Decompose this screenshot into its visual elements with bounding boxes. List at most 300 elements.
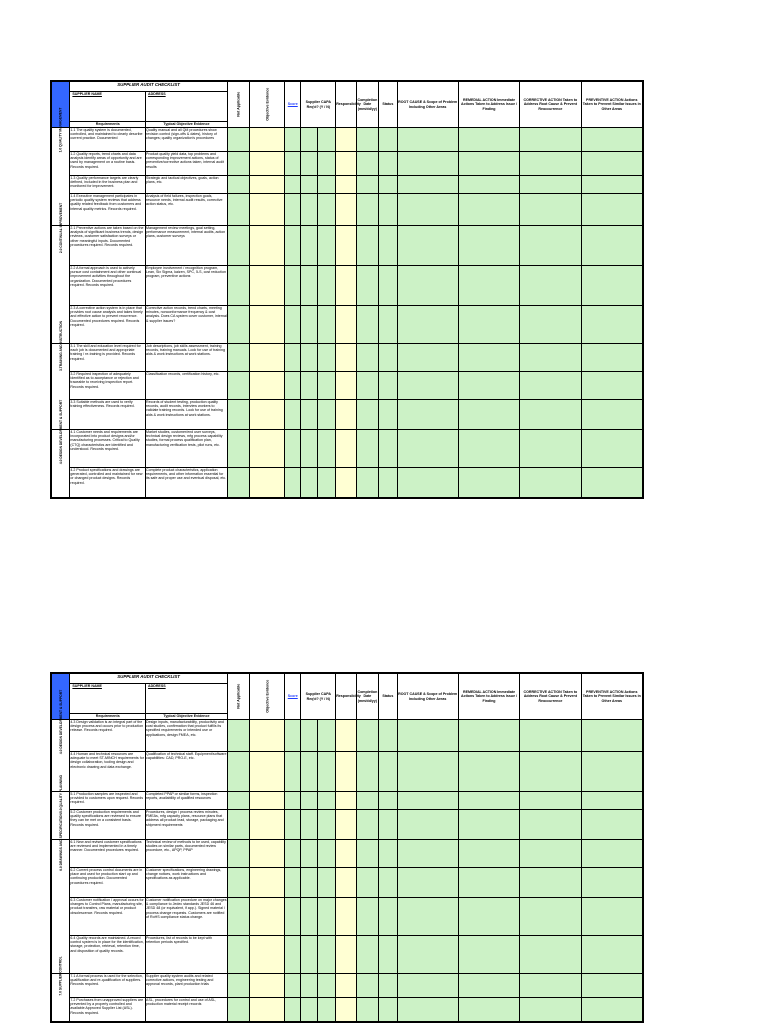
corrective-action-cell[interactable] — [520, 868, 581, 898]
corrective-action-cell[interactable] — [520, 400, 581, 430]
status-cell[interactable] — [379, 226, 397, 266]
objective-evidence-cell[interactable] — [250, 898, 285, 936]
objective-evidence-cell[interactable] — [250, 720, 285, 752]
objective-evidence-cell[interactable] — [250, 936, 285, 974]
typical-evidence-text: Job descriptions, job skills assessment, training records, training manuals. Look for use of training aids & work instructions at work stations. — [146, 344, 228, 372]
remedial-action-cell[interactable] — [458, 998, 519, 1022]
not-applicable-cell[interactable] — [227, 128, 249, 152]
score-header[interactable]: Score — [285, 674, 301, 720]
remedial-action-cell[interactable] — [458, 898, 519, 936]
completion-date-cell[interactable] — [356, 266, 378, 306]
status-cell[interactable] — [379, 898, 397, 936]
objective-evidence-cell[interactable] — [250, 998, 285, 1022]
not-applicable-cell[interactable] — [227, 176, 249, 194]
section-label: 2.0 CONTINUAL IMPROVEMENT — [52, 226, 70, 344]
score-cell[interactable] — [285, 974, 301, 998]
completion-date-cell[interactable] — [356, 128, 378, 152]
capa-header: Supplier CAPA Req'd? (Y / N) — [301, 82, 336, 128]
capa-cell[interactable] — [301, 306, 317, 344]
status-cell[interactable] — [379, 998, 397, 1022]
capa-cell-2[interactable] — [317, 840, 335, 868]
capa-cell[interactable] — [301, 720, 317, 752]
supplier-name-field[interactable] — [70, 92, 146, 122]
not-applicable-cell[interactable] — [227, 840, 249, 868]
corrective-action-cell[interactable] — [520, 128, 581, 152]
root-cause-cell[interactable] — [397, 344, 458, 372]
capa-cell-2[interactable] — [317, 194, 335, 226]
corrective-action-cell[interactable] — [520, 306, 581, 344]
objective-evidence-cell[interactable] — [250, 306, 285, 344]
score-cell[interactable] — [285, 176, 301, 194]
remedial-action-cell[interactable] — [458, 372, 519, 400]
capa-cell[interactable] — [301, 372, 317, 400]
capa-cell[interactable] — [301, 430, 317, 468]
capa-cell-2[interactable] — [317, 400, 335, 430]
capa-cell[interactable] — [301, 868, 317, 898]
not-applicable-cell[interactable] — [227, 974, 249, 998]
capa-cell-2[interactable] — [317, 752, 335, 792]
supplier-name-field[interactable] — [70, 684, 146, 714]
responsibility-cell[interactable] — [336, 266, 356, 306]
requirement-text: 1.4 Executive management participates in periodic quality system reviews that address quality related feedback from customers and internal quality metrics. Records required. — [70, 194, 146, 226]
capa-cell-2[interactable] — [317, 344, 335, 372]
status-cell[interactable] — [379, 868, 397, 898]
root-cause-cell[interactable] — [397, 792, 458, 810]
score-cell[interactable] — [285, 720, 301, 752]
completion-date-cell[interactable] — [356, 226, 378, 266]
corrective-action-cell[interactable] — [520, 344, 581, 372]
root-cause-cell[interactable] — [397, 306, 458, 344]
score-cell[interactable] — [285, 792, 301, 810]
remedial-action-cell[interactable] — [458, 792, 519, 810]
capa-cell[interactable] — [301, 128, 317, 152]
responsibility-cell[interactable] — [336, 720, 356, 752]
root-cause-cell[interactable] — [397, 752, 458, 792]
capa-cell-2[interactable] — [317, 868, 335, 898]
completion-date-cell[interactable] — [356, 974, 378, 998]
capa-cell[interactable] — [301, 936, 317, 974]
status-cell[interactable] — [379, 344, 397, 372]
remedial-action-cell[interactable] — [458, 226, 519, 266]
status-cell[interactable] — [379, 936, 397, 974]
not-applicable-cell[interactable] — [227, 936, 249, 974]
completion-date-cell[interactable] — [356, 868, 378, 898]
typical-evidence-text: Quality manual and all QM procedures show revision control (sign-offs & dates), history of changes; quality organization's procedures — [146, 128, 228, 152]
root-cause-cell[interactable] — [397, 720, 458, 752]
corrective-action-cell[interactable] — [520, 468, 581, 498]
corrective-action-cell[interactable] — [520, 936, 581, 974]
remedial-action-cell[interactable] — [458, 266, 519, 306]
responsibility-cell[interactable] — [336, 840, 356, 868]
remedial-action-cell[interactable] — [458, 344, 519, 372]
corrective-action-cell[interactable] — [520, 194, 581, 226]
root-cause-cell[interactable] — [397, 468, 458, 498]
remedial-action-cell[interactable] — [458, 152, 519, 176]
capa-cell-2[interactable] — [317, 128, 335, 152]
remedial-action-cell[interactable] — [458, 840, 519, 868]
requirement-text: 7.1 A formal process is used for the selection, qualification and re-qualification of suppliers. Records required. — [70, 974, 146, 998]
not-applicable-cell[interactable] — [227, 720, 249, 752]
responsibility-header: Responsibility — [336, 82, 356, 128]
preventive-action-cell[interactable] — [581, 998, 642, 1022]
score-cell[interactable] — [285, 752, 301, 792]
not-applicable-cell[interactable] — [227, 898, 249, 936]
score-cell[interactable] — [285, 810, 301, 840]
score-cell[interactable] — [285, 400, 301, 430]
score-cell[interactable] — [285, 430, 301, 468]
corrective-action-cell[interactable] — [520, 974, 581, 998]
completion-date-cell[interactable] — [356, 176, 378, 194]
corrective-action-cell[interactable] — [520, 998, 581, 1022]
preventive-action-cell[interactable] — [581, 266, 642, 306]
address-field[interactable] — [146, 684, 228, 714]
remedial-action-cell[interactable] — [458, 430, 519, 468]
status-header: Status — [379, 82, 397, 128]
responsibility-cell[interactable] — [336, 936, 356, 974]
capa-cell-2[interactable] — [317, 810, 335, 840]
score-cell[interactable] — [285, 898, 301, 936]
status-cell[interactable] — [379, 400, 397, 430]
root-cause-cell[interactable] — [397, 936, 458, 974]
preventive-action-cell[interactable] — [581, 752, 642, 792]
preventive-action-cell[interactable] — [581, 468, 642, 498]
remedial-action-cell[interactable] — [458, 400, 519, 430]
not-applicable-cell[interactable] — [227, 372, 249, 400]
score-cell[interactable] — [285, 344, 301, 372]
requirement-text: 6.1 New and revised customer specifications are reviewed and implemented in a timely manner. Documented procedures required. — [70, 840, 146, 868]
root-cause-cell[interactable] — [397, 998, 458, 1022]
preventive-action-cell[interactable] — [581, 792, 642, 810]
status-cell[interactable] — [379, 266, 397, 306]
objective-evidence-cell[interactable] — [250, 468, 285, 498]
capa-cell-2[interactable] — [317, 792, 335, 810]
requirement-text: 1.3 Quality performance targets are clearly defined, included in the business plan and monitored for improvement. — [70, 176, 146, 194]
completion-date-cell[interactable] — [356, 344, 378, 372]
completion-date-cell[interactable] — [356, 898, 378, 936]
capa-cell-2[interactable] — [317, 306, 335, 344]
corrective-action-cell[interactable] — [520, 898, 581, 936]
capa-cell[interactable] — [301, 974, 317, 998]
corrective-action-cell[interactable] — [520, 810, 581, 840]
preventive-action-cell[interactable] — [581, 152, 642, 176]
corrective-action-cell[interactable] — [520, 226, 581, 266]
responsibility-cell[interactable] — [336, 468, 356, 498]
objective-evidence-cell[interactable] — [250, 430, 285, 468]
root-cause-cell[interactable] — [397, 430, 458, 468]
score-cell[interactable] — [285, 936, 301, 974]
preventive-action-cell[interactable] — [581, 400, 642, 430]
capa-cell-2[interactable] — [317, 998, 335, 1022]
responsibility-cell[interactable] — [336, 868, 356, 898]
address-field[interactable] — [146, 92, 228, 122]
not-applicable-cell[interactable] — [227, 752, 249, 792]
score-cell[interactable] — [285, 868, 301, 898]
not-applicable-cell[interactable] — [227, 266, 249, 306]
objective-evidence-cell[interactable] — [250, 810, 285, 840]
completion-date-cell[interactable] — [356, 998, 378, 1022]
checklist-row — [52, 974, 643, 998]
remedial-action-cell[interactable] — [458, 176, 519, 194]
responsibility-cell[interactable] — [336, 792, 356, 810]
objective-evidence-cell[interactable] — [250, 266, 285, 306]
root-cause-cell[interactable] — [397, 266, 458, 306]
capa-cell-2[interactable] — [317, 152, 335, 176]
not-applicable-cell[interactable] — [227, 792, 249, 810]
objective-evidence-cell[interactable] — [250, 176, 285, 194]
capa-header: Supplier CAPA Req'd? (Y / N) — [301, 674, 336, 720]
objective-evidence-cell[interactable] — [250, 226, 285, 266]
completion-date-cell[interactable] — [356, 936, 378, 974]
remedial-action-cell[interactable] — [458, 128, 519, 152]
responsibility-cell[interactable] — [336, 898, 356, 936]
score-cell[interactable] — [285, 468, 301, 498]
capa-cell[interactable] — [301, 840, 317, 868]
remedial-action-cell[interactable] — [458, 720, 519, 752]
objective-evidence-cell[interactable] — [250, 868, 285, 898]
root-cause-cell[interactable] — [397, 128, 458, 152]
corrective-action-cell[interactable] — [520, 720, 581, 752]
preventive-action-cell[interactable] — [581, 720, 642, 752]
capa-cell[interactable] — [301, 898, 317, 936]
completion-date-cell[interactable] — [356, 372, 378, 400]
objective-evidence-cell[interactable] — [250, 194, 285, 226]
capa-cell-2[interactable] — [317, 974, 335, 998]
requirement-text: 1.2 Quality reports, trend charts and data analysis identify areas of opportunity and are used by management on a routine basis. Records required. — [70, 152, 146, 176]
preventive-action-cell[interactable] — [581, 372, 642, 400]
not-applicable-cell[interactable] — [227, 468, 249, 498]
capa-cell-2[interactable] — [317, 372, 335, 400]
status-cell[interactable] — [379, 792, 397, 810]
status-cell[interactable] — [379, 128, 397, 152]
remedial-action-cell[interactable] — [458, 868, 519, 898]
checklist-row — [52, 868, 643, 898]
preventive-action-cell[interactable] — [581, 194, 642, 226]
remedial-action-cell[interactable] — [458, 468, 519, 498]
score-cell[interactable] — [285, 306, 301, 344]
score-cell[interactable] — [285, 266, 301, 306]
status-header: Status — [379, 674, 397, 720]
status-cell[interactable] — [379, 840, 397, 868]
responsibility-cell[interactable] — [336, 152, 356, 176]
not-applicable-cell[interactable] — [227, 430, 249, 468]
status-cell[interactable] — [379, 372, 397, 400]
corrective-action-cell[interactable] — [520, 372, 581, 400]
remedial-action-cell[interactable] — [458, 936, 519, 974]
corrective-action-cell[interactable] — [520, 840, 581, 868]
capa-cell-2[interactable] — [317, 468, 335, 498]
corrective-action-cell[interactable] — [520, 152, 581, 176]
preventive-action-cell[interactable] — [581, 306, 642, 344]
root-cause-cell[interactable] — [397, 194, 458, 226]
completion-date-cell[interactable] — [356, 430, 378, 468]
score-cell[interactable] — [285, 128, 301, 152]
responsibility-cell[interactable] — [336, 344, 356, 372]
status-cell[interactable] — [379, 468, 397, 498]
remedial-action-cell[interactable] — [458, 810, 519, 840]
capa-cell[interactable] — [301, 468, 317, 498]
completion-date-cell[interactable] — [356, 752, 378, 792]
objective-evidence-cell[interactable] — [250, 974, 285, 998]
status-cell[interactable] — [379, 430, 397, 468]
capa-cell[interactable] — [301, 152, 317, 176]
objective-evidence-cell[interactable] — [250, 752, 285, 792]
requirements-header: Requirements — [70, 714, 146, 720]
responsibility-cell[interactable] — [336, 998, 356, 1022]
completion-date-cell[interactable] — [356, 810, 378, 840]
capa-cell[interactable] — [301, 752, 317, 792]
responsibility-cell[interactable] — [336, 400, 356, 430]
responsibility-cell[interactable] — [336, 306, 356, 344]
not-applicable-cell[interactable] — [227, 400, 249, 430]
corrective-action-header: CORRECTIVE ACTION Taken to Address Root Cause & Prevent Reoccurrence — [520, 674, 581, 720]
corrective-action-cell[interactable] — [520, 792, 581, 810]
completion-date-cell[interactable] — [356, 792, 378, 810]
remedial-action-cell[interactable] — [458, 306, 519, 344]
root-cause-cell[interactable] — [397, 226, 458, 266]
corrective-action-cell[interactable] — [520, 752, 581, 792]
responsibility-cell[interactable] — [336, 128, 356, 152]
capa-cell-2[interactable] — [317, 936, 335, 974]
root-cause-cell[interactable] — [397, 974, 458, 998]
not-applicable-cell[interactable] — [227, 344, 249, 372]
corrective-action-cell[interactable] — [520, 266, 581, 306]
root-cause-cell[interactable] — [397, 176, 458, 194]
score-cell[interactable] — [285, 840, 301, 868]
capa-cell[interactable] — [301, 810, 317, 840]
requirement-text: 3.2 Required inspection of adequately identified as to acceptance or rejection and traceable to receiving inspection report. Records required. — [70, 372, 146, 400]
not-applicable-cell[interactable] — [227, 152, 249, 176]
not-applicable-cell[interactable] — [227, 998, 249, 1022]
capa-cell[interactable] — [301, 226, 317, 266]
completion-date-cell[interactable] — [356, 400, 378, 430]
capa-cell[interactable] — [301, 998, 317, 1022]
root-cause-cell[interactable] — [397, 400, 458, 430]
capa-cell-2[interactable] — [317, 266, 335, 306]
completion-date-cell[interactable] — [356, 306, 378, 344]
preventive-action-cell[interactable] — [581, 868, 642, 898]
status-cell[interactable] — [379, 152, 397, 176]
completion-date-cell[interactable] — [356, 152, 378, 176]
remedial-action-cell[interactable] — [458, 194, 519, 226]
responsibility-cell[interactable] — [336, 226, 356, 266]
typical-evidence-text: Records of student testing, production quality records, audit records, interview workers to validate training records. Look for use of training aids & work instructions at work stations. — [146, 400, 228, 430]
not-applicable-header: Not Applicable — [227, 674, 249, 720]
responsibility-cell[interactable] — [336, 430, 356, 468]
objective-evidence-cell[interactable] — [250, 792, 285, 810]
score-cell[interactable] — [285, 998, 301, 1022]
checklist-row — [52, 266, 643, 306]
typical-evidence-text: Procedures, list of records to be kept with retention periods specified. — [146, 936, 228, 974]
capa-cell[interactable] — [301, 792, 317, 810]
capa-cell[interactable] — [301, 400, 317, 430]
status-cell[interactable] — [379, 194, 397, 226]
responsibility-cell[interactable] — [336, 810, 356, 840]
not-applicable-cell[interactable] — [227, 868, 249, 898]
root-cause-cell[interactable] — [397, 152, 458, 176]
root-cause-header: ROOT CAUSE & Scope of Problem Including Other Areas — [397, 82, 458, 128]
objective-evidence-cell[interactable] — [250, 152, 285, 176]
objective-evidence-cell[interactable] — [250, 344, 285, 372]
root-cause-cell[interactable] — [397, 868, 458, 898]
completion-date-cell[interactable] — [356, 720, 378, 752]
objective-evidence-cell[interactable] — [250, 840, 285, 868]
preventive-action-cell[interactable] — [581, 430, 642, 468]
preventive-action-cell[interactable] — [581, 344, 642, 372]
score-header[interactable]: Score — [285, 82, 301, 128]
completion-date-cell[interactable] — [356, 468, 378, 498]
requirement-text: 3.3 Suitable methods are used to verify training effectiveness. Records required. — [70, 400, 146, 430]
remedial-action-cell[interactable] — [458, 974, 519, 998]
preventive-action-cell[interactable] — [581, 936, 642, 974]
completion-date-cell[interactable] — [356, 194, 378, 226]
capa-cell-2[interactable] — [317, 176, 335, 194]
preventive-action-cell[interactable] — [581, 176, 642, 194]
completion-date-cell[interactable] — [356, 840, 378, 868]
not-applicable-cell[interactable] — [227, 194, 249, 226]
responsibility-cell[interactable] — [336, 194, 356, 226]
preventive-action-cell[interactable] — [581, 226, 642, 266]
corrective-action-cell[interactable] — [520, 176, 581, 194]
root-cause-cell[interactable] — [397, 810, 458, 840]
preventive-action-cell[interactable] — [581, 840, 642, 868]
not-applicable-cell[interactable] — [227, 226, 249, 266]
objective-evidence-cell[interactable] — [250, 128, 285, 152]
typical-evidence-text: Supplier quality system audits and related corrective actions, engineering testing and approval records, plant production trials — [146, 974, 228, 998]
score-cell[interactable] — [285, 226, 301, 266]
capa-cell-2[interactable] — [317, 720, 335, 752]
score-cell[interactable] — [285, 194, 301, 226]
status-cell[interactable] — [379, 810, 397, 840]
preventive-action-cell[interactable] — [581, 128, 642, 152]
status-cell[interactable] — [379, 306, 397, 344]
requirement-text: 4.3 Design validation is an integral part of the design process and occurs prior to production release. Records required. — [70, 720, 146, 752]
checklist-title: SUPPLIER AUDIT CHECKLIST — [70, 82, 227, 92]
requirement-text: 2.2 A formal approach is used to actively pursue cost containment and other continual improvement activities throughout the organization. Documented procedures required. Records required. — [70, 266, 146, 306]
capa-cell-2[interactable] — [317, 898, 335, 936]
objective-evidence-cell[interactable] — [250, 372, 285, 400]
preventive-action-cell[interactable] — [581, 898, 642, 936]
remedial-action-cell[interactable] — [458, 752, 519, 792]
not-applicable-cell[interactable] — [227, 306, 249, 344]
not-applicable-cell[interactable] — [227, 810, 249, 840]
score-cell[interactable] — [285, 372, 301, 400]
status-cell[interactable] — [379, 176, 397, 194]
corrective-action-cell[interactable] — [520, 430, 581, 468]
responsibility-cell[interactable] — [336, 974, 356, 998]
status-cell[interactable] — [379, 720, 397, 752]
status-cell[interactable] — [379, 974, 397, 998]
capa-cell-2[interactable] — [317, 430, 335, 468]
capa-cell[interactable] — [301, 344, 317, 372]
responsibility-cell[interactable] — [336, 176, 356, 194]
checklist-row — [52, 936, 643, 974]
root-cause-cell[interactable] — [397, 372, 458, 400]
capa-cell[interactable] — [301, 176, 317, 194]
root-cause-cell[interactable] — [397, 840, 458, 868]
preventive-action-cell[interactable] — [581, 810, 642, 840]
preventive-action-cell[interactable] — [581, 974, 642, 998]
root-cause-cell[interactable] — [397, 898, 458, 936]
objective-evidence-cell[interactable] — [250, 400, 285, 430]
capa-cell[interactable] — [301, 266, 317, 306]
score-cell[interactable] — [285, 152, 301, 176]
capa-cell-2[interactable] — [317, 226, 335, 266]
capa-cell[interactable] — [301, 194, 317, 226]
status-cell[interactable] — [379, 752, 397, 792]
responsibility-cell[interactable] — [336, 752, 356, 792]
typical-evidence-text: Complete product characteristics, application requirements, and other information essential for its safe and proper use and eventual disposal, etc. — [146, 468, 228, 498]
responsibility-cell[interactable] — [336, 372, 356, 400]
